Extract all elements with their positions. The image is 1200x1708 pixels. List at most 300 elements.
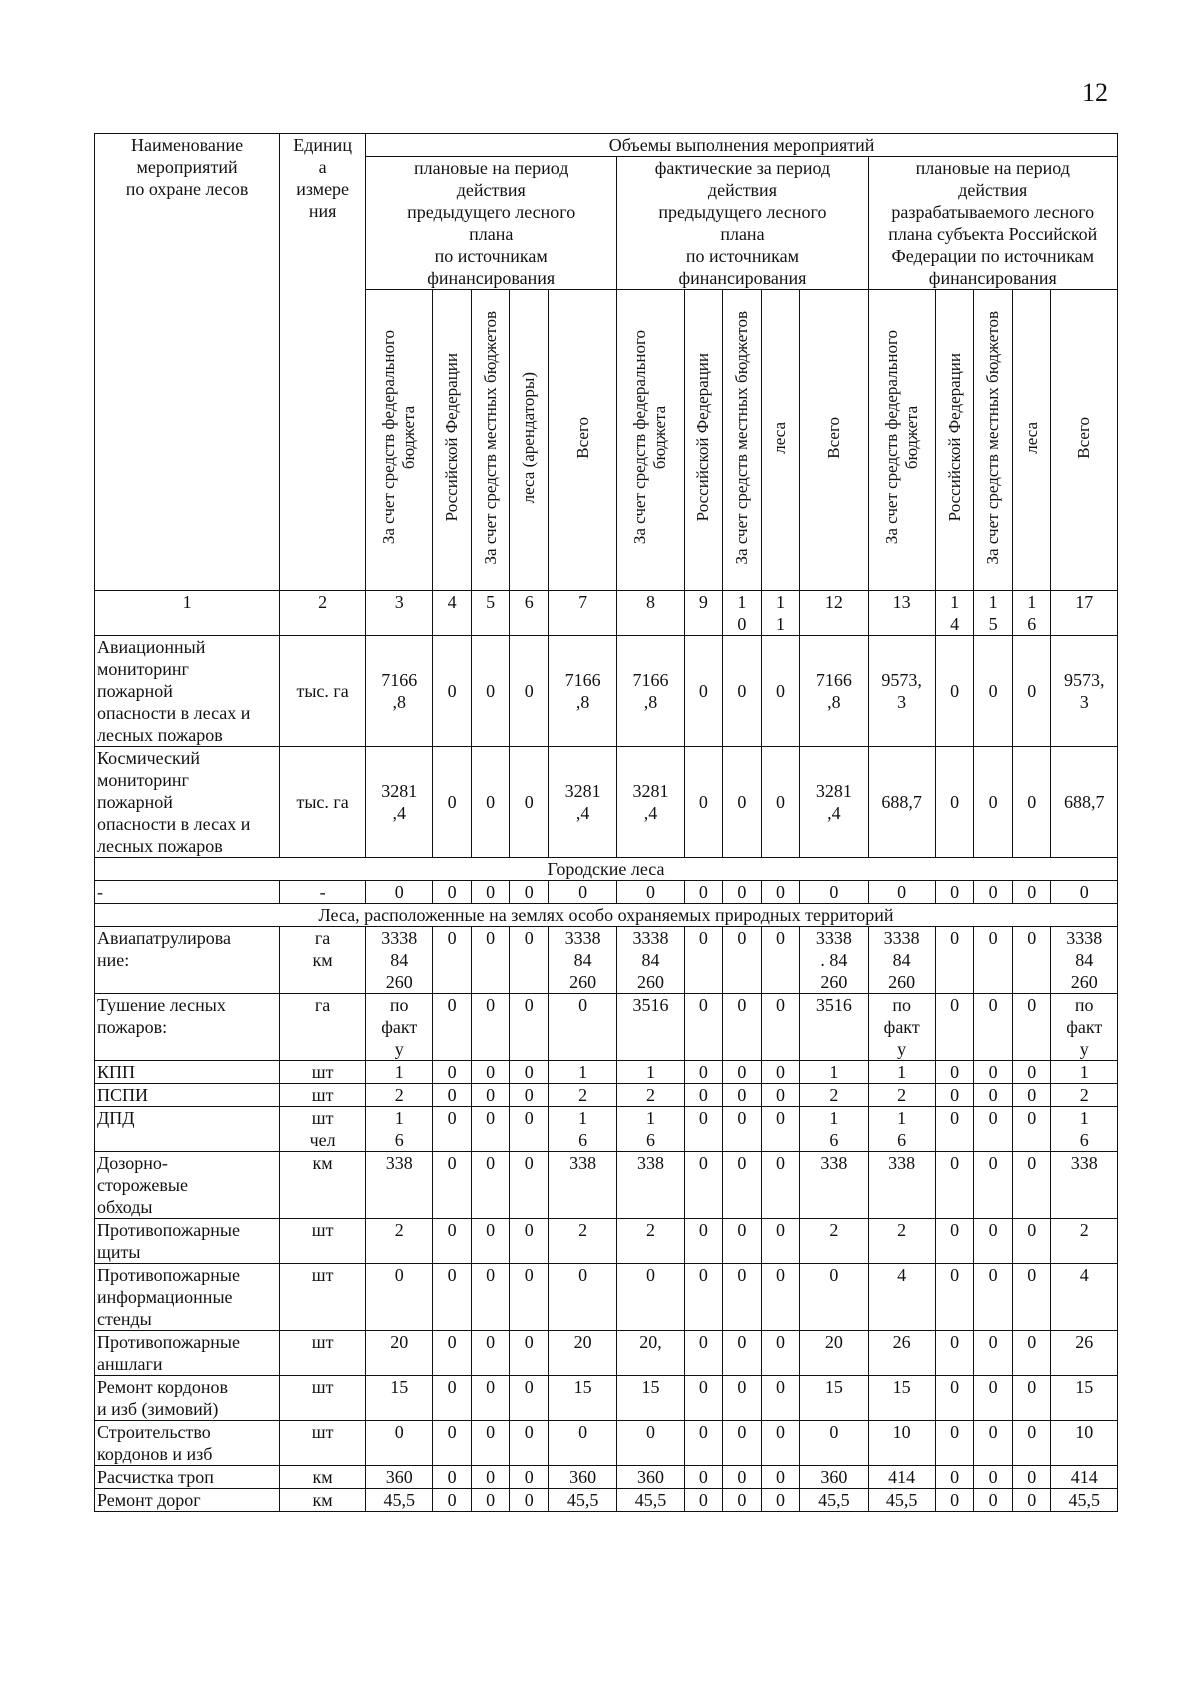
value-cell: 0	[684, 1152, 723, 1219]
value-cell: 0	[935, 1084, 974, 1107]
value-cell: 0	[684, 747, 723, 858]
table-row	[95, 994, 1118, 1061]
value-cell: 2	[617, 1084, 684, 1107]
fire-protection-table	[94, 133, 1118, 1512]
value-cell: 338	[549, 1152, 617, 1219]
column-number: 12	[800, 591, 868, 636]
value-cell: 0	[761, 881, 800, 904]
value-cell: 0	[935, 1421, 974, 1466]
value-cell: 0	[510, 1264, 549, 1331]
section-row	[95, 858, 1118, 881]
value-cell: 0	[510, 1084, 549, 1107]
header-name: Наименование мероприятий по охране лесов	[95, 134, 280, 591]
row-name-cell: ПСПИ	[95, 1084, 280, 1107]
value-cell: 0	[471, 636, 510, 747]
row-name-cell: Противопожарные аншлаги	[95, 1331, 280, 1376]
value-cell: 3338 . 84 260	[800, 927, 868, 994]
value-cell: 360	[617, 1466, 684, 1489]
value-cell: 0	[761, 1421, 800, 1466]
row-name-cell: Тушение лесных пожаров:	[95, 994, 280, 1061]
value-cell: 7166 ,8	[800, 636, 868, 747]
value-cell: 10	[1051, 1421, 1118, 1466]
subcolumn-header-label: леса (арендаторы)	[519, 371, 539, 504]
value-cell: 45,5	[617, 1489, 684, 1512]
value-cell: 0	[723, 747, 762, 858]
subcolumn-header-label: За счет средств федерального бюджета	[630, 330, 670, 545]
row-name-cell: Ремонт дорог	[95, 1489, 280, 1512]
value-cell: 0	[974, 1489, 1013, 1512]
value-cell: 0	[433, 1331, 472, 1376]
value-cell: 0	[471, 747, 510, 858]
subcolumn-header-label: Всего	[823, 416, 843, 459]
value-cell: 0	[433, 1107, 472, 1152]
value-cell: 0	[935, 636, 974, 747]
subcolumn-header	[684, 290, 723, 591]
column-number: 2	[280, 591, 366, 636]
value-cell: 2	[549, 1219, 617, 1264]
value-cell: 0	[723, 1376, 762, 1421]
value-cell: 0	[1012, 1331, 1051, 1376]
column-number: 1 5	[974, 591, 1013, 636]
table-row	[95, 1331, 1118, 1376]
header-group-planned-previous: плановые на период действия предыдущего лесного плана по источникам финансирования	[366, 157, 617, 290]
value-cell: 0	[510, 1376, 549, 1421]
value-cell: 3281 ,4	[617, 747, 684, 858]
value-cell: 0	[723, 1219, 762, 1264]
value-cell: 20	[800, 1331, 868, 1376]
value-cell: 0	[433, 1466, 472, 1489]
table-row	[95, 1466, 1118, 1489]
value-cell: 0	[1012, 636, 1051, 747]
value-cell: 1	[800, 1061, 868, 1084]
value-cell: 0	[684, 881, 723, 904]
subcolumn-header	[974, 290, 1013, 591]
value-cell: 688,7	[1051, 747, 1118, 858]
value-cell: 0	[761, 1061, 800, 1084]
column-number: 8	[617, 591, 684, 636]
value-cell: 0	[761, 994, 800, 1061]
value-cell: 0	[510, 1331, 549, 1376]
value-cell: 0	[935, 1264, 974, 1331]
value-cell: по факт у	[366, 994, 433, 1061]
value-cell: 0	[974, 1152, 1013, 1219]
value-cell: 0	[761, 1466, 800, 1489]
value-cell: 338	[868, 1152, 935, 1219]
value-cell: 0	[723, 636, 762, 747]
table-row	[95, 636, 1118, 747]
subcolumn-header	[433, 290, 472, 591]
value-cell: 338	[366, 1152, 433, 1219]
value-cell: 0	[761, 1331, 800, 1376]
subcolumn-header	[617, 290, 684, 591]
value-cell: 0	[761, 1376, 800, 1421]
value-cell: 0	[471, 1152, 510, 1219]
value-cell: 0	[684, 1376, 723, 1421]
value-cell: 0	[1012, 927, 1051, 994]
value-cell: 1	[366, 1061, 433, 1084]
column-number: 1 4	[935, 591, 974, 636]
value-cell: 0	[800, 1264, 868, 1331]
subcolumn-header-label: За счет средств местных бюджетов	[731, 310, 751, 565]
value-cell: 0	[684, 927, 723, 994]
value-cell: 0	[433, 1376, 472, 1421]
value-cell: 10	[868, 1421, 935, 1466]
value-cell: 0	[1012, 881, 1051, 904]
value-cell: 0	[366, 881, 433, 904]
section-title: Леса, расположенные на землях особо охраняемых природных территорий	[95, 904, 1118, 927]
subcolumn-header-label: Российской Федерации	[944, 353, 964, 522]
value-cell: 0	[723, 1264, 762, 1331]
value-cell: 0	[1012, 1219, 1051, 1264]
value-cell: 0	[800, 1421, 868, 1466]
value-cell: по факт у	[868, 994, 935, 1061]
subcolumn-header-label: За счет средств федерального бюджета	[379, 330, 419, 545]
row-name-cell: Ремонт кордонов и изб (зимовий)	[95, 1376, 280, 1421]
row-unit-cell: шт	[280, 1421, 366, 1466]
value-cell: 0	[723, 881, 762, 904]
value-cell: 0	[684, 1489, 723, 1512]
value-cell: 0	[1012, 1264, 1051, 1331]
table-row	[95, 1219, 1118, 1264]
value-cell: 0	[471, 1466, 510, 1489]
value-cell: 20	[366, 1331, 433, 1376]
row-name-cell: Дозорно- сторожевые обходы	[95, 1152, 280, 1219]
value-cell: 2	[549, 1084, 617, 1107]
value-cell: 0	[974, 1264, 1013, 1331]
value-cell: 1	[1051, 1061, 1118, 1084]
value-cell: 3338 84 260	[617, 927, 684, 994]
value-cell: 0	[974, 881, 1013, 904]
value-cell: 688,7	[868, 747, 935, 858]
value-cell: 4	[1051, 1264, 1118, 1331]
value-cell: 0	[723, 1152, 762, 1219]
value-cell: 3516	[617, 994, 684, 1061]
value-cell: 0	[471, 1061, 510, 1084]
row-unit-cell: шт	[280, 1061, 366, 1084]
table-row	[95, 927, 1118, 994]
subcolumn-header	[366, 290, 433, 591]
value-cell: 0	[471, 1421, 510, 1466]
value-cell: 0	[935, 994, 974, 1061]
value-cell: 0	[723, 1421, 762, 1466]
row-name-cell: Авиационный мониторинг пожарной опасности в лесах и лесных пожаров	[95, 636, 280, 747]
value-cell: 0	[761, 636, 800, 747]
value-cell: 0	[974, 1219, 1013, 1264]
value-cell: 15	[868, 1376, 935, 1421]
value-cell: 45,5	[800, 1489, 868, 1512]
value-cell: 0	[935, 1331, 974, 1376]
value-cell: 9573, 3	[1051, 636, 1118, 747]
value-cell: 26	[1051, 1331, 1118, 1376]
value-cell: 7166 ,8	[549, 636, 617, 747]
value-cell: 0	[366, 1421, 433, 1466]
value-cell: 0	[1012, 1084, 1051, 1107]
value-cell: 45,5	[1051, 1489, 1118, 1512]
subcolumn-header	[800, 290, 868, 591]
value-cell: 0	[761, 1219, 800, 1264]
value-cell: 0	[1051, 881, 1118, 904]
value-cell: 2	[617, 1219, 684, 1264]
value-cell: 0	[549, 994, 617, 1061]
value-cell: 0	[868, 881, 935, 904]
value-cell: 0	[800, 881, 868, 904]
column-number: 3	[366, 591, 433, 636]
subcolumn-header	[510, 290, 549, 591]
row-name-cell: Космический мониторинг пожарной опасности в лесах и лесных пожаров	[95, 747, 280, 858]
value-cell: 7166 ,8	[366, 636, 433, 747]
value-cell: 0	[471, 927, 510, 994]
value-cell: 0	[761, 1152, 800, 1219]
value-cell: 0	[617, 1264, 684, 1331]
value-cell: 0	[723, 994, 762, 1061]
value-cell: 0	[684, 1107, 723, 1152]
value-cell: 0	[684, 994, 723, 1061]
value-cell: 0	[684, 1264, 723, 1331]
value-cell: 1 6	[366, 1107, 433, 1152]
subcolumn-header-label: За счет средств местных бюджетов	[480, 310, 500, 565]
value-cell: 0	[723, 1331, 762, 1376]
table-row	[95, 881, 1118, 904]
value-cell: 15	[800, 1376, 868, 1421]
row-unit-cell: шт	[280, 1331, 366, 1376]
value-cell: 3338 84 260	[868, 927, 935, 994]
value-cell: 1	[549, 1061, 617, 1084]
value-cell: 1 6	[617, 1107, 684, 1152]
value-cell: 2	[868, 1084, 935, 1107]
value-cell: 15	[366, 1376, 433, 1421]
subcolumn-header-label: леса	[1021, 421, 1041, 454]
value-cell: 0	[935, 747, 974, 858]
value-cell: 0	[549, 1421, 617, 1466]
column-number: 1 0	[723, 591, 762, 636]
value-cell: 0	[549, 881, 617, 904]
value-cell: 2	[1051, 1219, 1118, 1264]
value-cell: 338	[800, 1152, 868, 1219]
value-cell: 0	[1012, 1376, 1051, 1421]
subcolumn-header	[935, 290, 974, 591]
value-cell: 1 6	[800, 1107, 868, 1152]
value-cell: 0	[1012, 1061, 1051, 1084]
value-cell: 0	[974, 1107, 1013, 1152]
value-cell: по факт у	[1051, 994, 1118, 1061]
value-cell: 0	[510, 1152, 549, 1219]
value-cell: 0	[510, 994, 549, 1061]
value-cell: 0	[935, 881, 974, 904]
value-cell: 338	[1051, 1152, 1118, 1219]
value-cell: 0	[935, 927, 974, 994]
value-cell: 0	[1012, 1152, 1051, 1219]
value-cell: 3338 84 260	[1051, 927, 1118, 994]
value-cell: 15	[549, 1376, 617, 1421]
value-cell: 0	[433, 1084, 472, 1107]
table-row	[95, 1421, 1118, 1466]
value-cell: 0	[935, 1219, 974, 1264]
row-unit-cell: шт чел	[280, 1107, 366, 1152]
value-cell: 0	[761, 1084, 800, 1107]
value-cell: 0	[684, 636, 723, 747]
value-cell: 0	[510, 747, 549, 858]
value-cell: 0	[510, 636, 549, 747]
subcolumn-header-label: За счет средств местных бюджетов	[983, 310, 1003, 565]
value-cell: 0	[433, 1264, 472, 1331]
value-cell: 0	[1012, 747, 1051, 858]
value-cell: 0	[761, 927, 800, 994]
value-cell: 0	[471, 1264, 510, 1331]
row-unit-cell: км	[280, 1489, 366, 1512]
value-cell: 0	[471, 1376, 510, 1421]
value-cell: 0	[471, 1107, 510, 1152]
subcolumn-header-label: Российской Федерации	[693, 353, 713, 522]
value-cell: 0	[935, 1061, 974, 1084]
value-cell: 26	[868, 1331, 935, 1376]
subcolumn-header	[549, 290, 617, 591]
subcolumn-header	[1051, 290, 1118, 591]
column-number: 1 1	[761, 591, 800, 636]
value-cell: 0	[433, 747, 472, 858]
value-cell: 0	[974, 747, 1013, 858]
value-cell: 0	[684, 1331, 723, 1376]
value-cell: 0	[433, 994, 472, 1061]
header-unit: Единиц а измере ния	[280, 134, 366, 591]
subcolumn-header-label: За счет средств федерального бюджета	[881, 330, 921, 545]
row-unit-cell: шт	[280, 1084, 366, 1107]
value-cell: 3281 ,4	[800, 747, 868, 858]
value-cell: 2	[868, 1219, 935, 1264]
row-name-cell: Расчистка троп	[95, 1466, 280, 1489]
value-cell: 20	[549, 1331, 617, 1376]
value-cell: 0	[935, 1107, 974, 1152]
value-cell: 0	[974, 927, 1013, 994]
value-cell: 0	[974, 1421, 1013, 1466]
value-cell: 1	[868, 1061, 935, 1084]
value-cell: 0	[549, 1264, 617, 1331]
value-cell: 0	[510, 881, 549, 904]
row-unit-cell: шт	[280, 1264, 366, 1331]
value-cell: 0	[510, 1061, 549, 1084]
value-cell: 0	[974, 994, 1013, 1061]
value-cell: 0	[761, 1107, 800, 1152]
value-cell: 0	[723, 1466, 762, 1489]
value-cell: 0	[433, 927, 472, 994]
value-cell: 0	[1012, 1489, 1051, 1512]
column-number: 1	[95, 591, 280, 636]
row-unit-cell: шт	[280, 1219, 366, 1264]
subcolumn-header	[868, 290, 935, 591]
value-cell: 360	[800, 1466, 868, 1489]
value-cell: 1 6	[549, 1107, 617, 1152]
value-cell: 15	[617, 1376, 684, 1421]
value-cell: 0	[974, 1061, 1013, 1084]
subcolumn-header	[761, 290, 800, 591]
page-number: 12	[1082, 78, 1108, 107]
table-row	[95, 747, 1118, 858]
section-title: Городские леса	[95, 858, 1118, 881]
column-number: 13	[868, 591, 935, 636]
value-cell: 338	[617, 1152, 684, 1219]
value-cell: 2	[800, 1084, 868, 1107]
value-cell: 7166 ,8	[617, 636, 684, 747]
value-cell: 2	[800, 1219, 868, 1264]
header-volumes: Объемы выполнения мероприятий	[366, 134, 1118, 157]
row-name-cell: Противопожарные щиты	[95, 1219, 280, 1264]
value-cell: 0	[471, 1489, 510, 1512]
value-cell: 0	[761, 1489, 800, 1512]
value-cell: 3281 ,4	[549, 747, 617, 858]
subcolumn-header	[723, 290, 762, 591]
row-unit-cell: га	[280, 994, 366, 1061]
table-row	[95, 1107, 1118, 1152]
value-cell: 360	[366, 1466, 433, 1489]
value-cell: 0	[974, 1466, 1013, 1489]
value-cell: 0	[1012, 1421, 1051, 1466]
column-number: 7	[549, 591, 617, 636]
value-cell: 0	[974, 1084, 1013, 1107]
subcolumn-header	[1012, 290, 1051, 591]
value-cell: 0	[935, 1152, 974, 1219]
value-cell: 0	[510, 1489, 549, 1512]
value-cell: 0	[684, 1421, 723, 1466]
header-group-actual-previous: фактические за период действия предыдущего лесного плана по источникам финансирования	[617, 157, 868, 290]
subcolumn-header-label: Всего	[572, 416, 592, 459]
value-cell: 1	[617, 1061, 684, 1084]
value-cell: 0	[366, 1264, 433, 1331]
value-cell: 9573, 3	[868, 636, 935, 747]
value-cell: 0	[684, 1219, 723, 1264]
row-unit-cell: шт	[280, 1376, 366, 1421]
value-cell: 0	[974, 636, 1013, 747]
row-name-cell: -	[95, 881, 280, 904]
value-cell: 0	[433, 1152, 472, 1219]
table-row	[95, 1061, 1118, 1084]
value-cell: 45,5	[366, 1489, 433, 1512]
value-cell: 45,5	[549, 1489, 617, 1512]
value-cell: 0	[723, 927, 762, 994]
value-cell: 0	[723, 1107, 762, 1152]
value-cell: 2	[366, 1084, 433, 1107]
row-unit-cell: км	[280, 1152, 366, 1219]
value-cell: 0	[684, 1466, 723, 1489]
row-name-cell: Авиапатрулирова ние:	[95, 927, 280, 994]
value-cell: 0	[433, 1061, 472, 1084]
column-number: 9	[684, 591, 723, 636]
value-cell: 414	[868, 1466, 935, 1489]
subcolumn-header	[471, 290, 510, 591]
header-group-planned-new: плановые на период действия разрабатываемого лесного плана субъекта Российской Федерации по источникам финансирования	[868, 157, 1117, 290]
value-cell: 0	[935, 1466, 974, 1489]
subcolumn-header-label: Всего	[1074, 416, 1094, 459]
row-name-cell: КПП	[95, 1061, 280, 1084]
value-cell: 15	[1051, 1376, 1118, 1421]
value-cell: 4	[868, 1264, 935, 1331]
value-cell: 1 6	[1051, 1107, 1118, 1152]
value-cell: 3338 84 260	[549, 927, 617, 994]
value-cell: 2	[366, 1219, 433, 1264]
column-number: 1 6	[1012, 591, 1051, 636]
value-cell: 0	[433, 1421, 472, 1466]
column-number: 17	[1051, 591, 1118, 636]
column-number: 4	[433, 591, 472, 636]
value-cell: 0	[1012, 994, 1051, 1061]
value-cell: 0	[510, 927, 549, 994]
row-unit-cell: км	[280, 1466, 366, 1489]
value-cell: 0	[471, 994, 510, 1061]
value-cell: 0	[471, 1219, 510, 1264]
value-cell: 0	[471, 1331, 510, 1376]
value-cell: 1 6	[868, 1107, 935, 1152]
row-unit-cell: тыс. га	[280, 636, 366, 747]
value-cell: 2	[1051, 1084, 1118, 1107]
value-cell: 0	[510, 1421, 549, 1466]
